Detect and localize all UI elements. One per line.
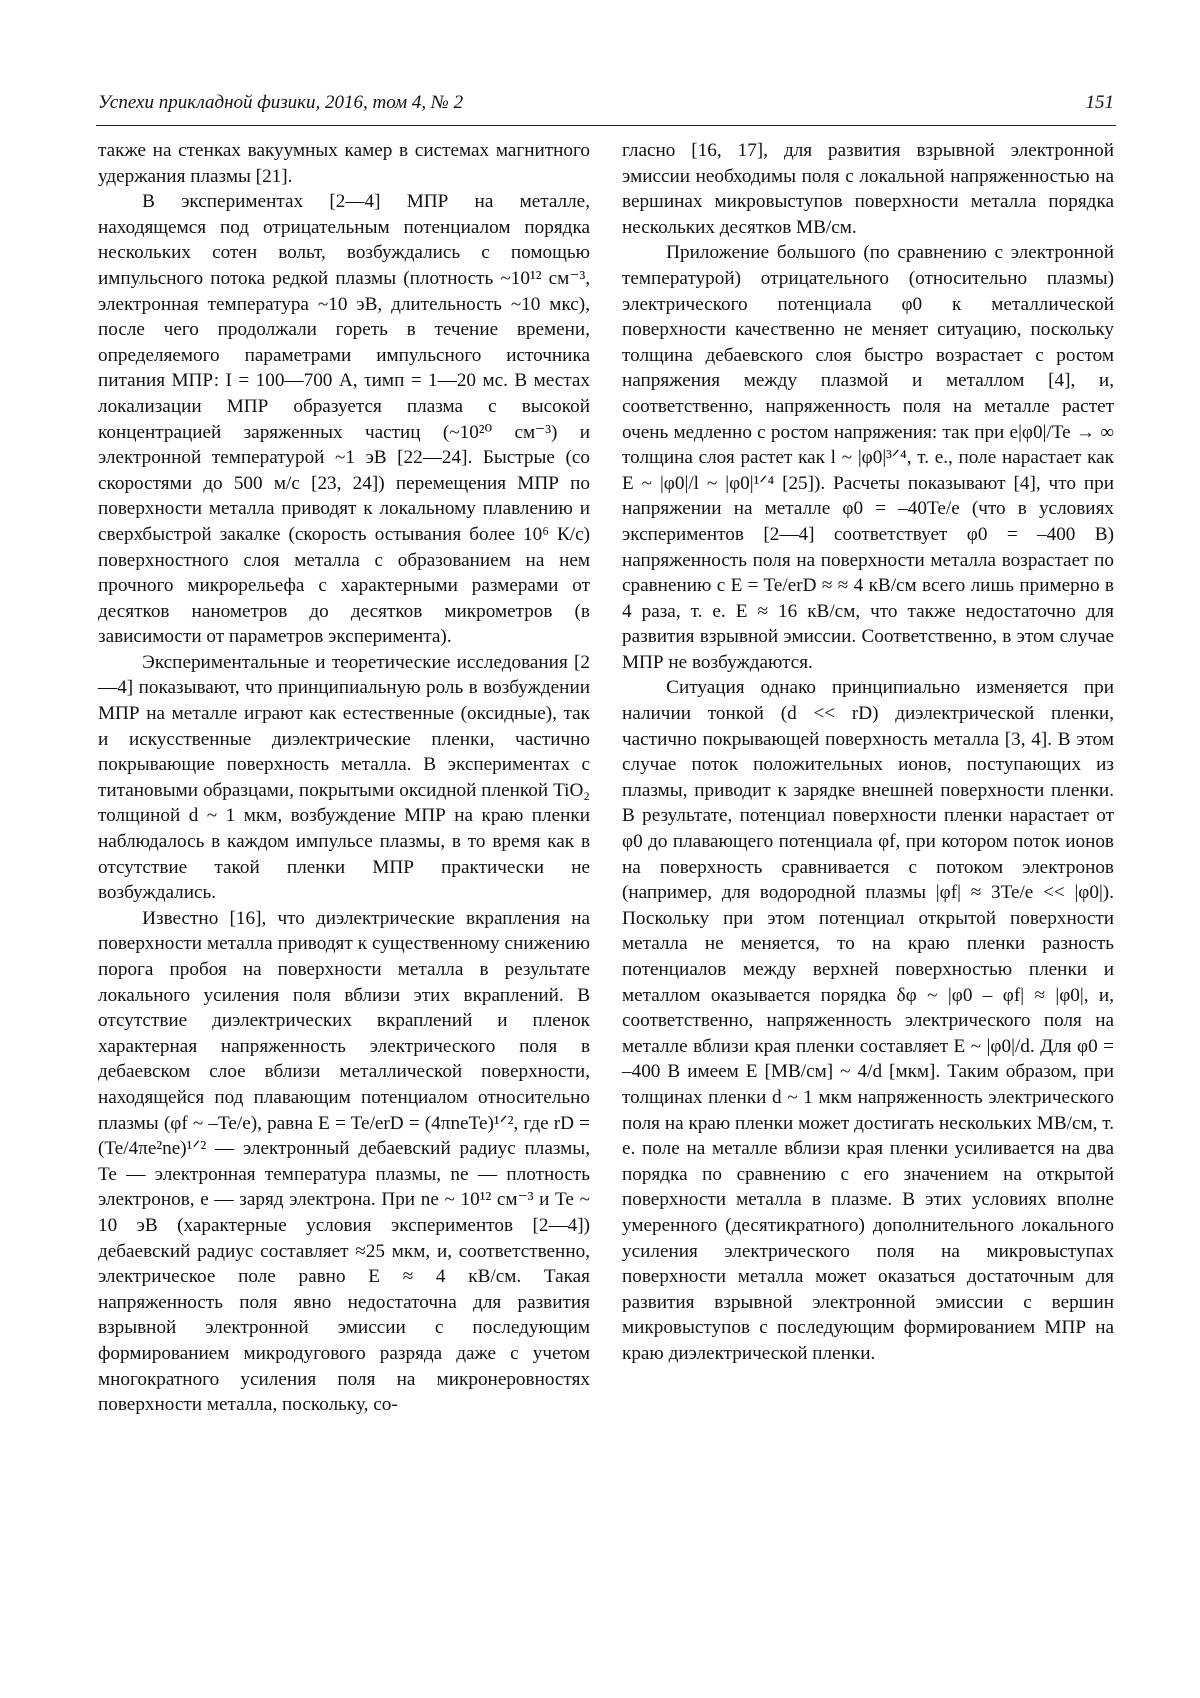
paragraph: В экспериментах [2—4] МПР на металле, находящемся под отрицательным потенциалом порядка нескольких сотен вольт, возбуждались с помощью импульсного потока редкой плазмы (плотность ~10¹² см⁻³, электронная температура ~10 эВ, длительность ~10 мкс), после чего продолжали гореть в течение времени, определяемого параметрами импульсного источника питания МПР: I = 100—700 А, τимп = 1—20 мс. В местах локализации МПР образуется плазма с высокой концентрацией заряженных частиц (~10²⁰ см⁻³) и электронной температурой ~1 эВ [22—24]. Быстрые (со скоростями до 500 м/с [23, 24]) перемещения МПР по поверхности металла приводят к локальному плавлению и сверхбыстрой закалке (скорость остывания более 10⁶ К/с) поверхностного слоя металла с образованием на нем прочного микрорельефа с характерными размерами от десятков нанометров до десятков микрометров (в зависимости от параметров эксперимента). xyxy=(98,191,590,648)
header-rule xyxy=(96,125,1116,126)
paragraph: Известно [16], что диэлектрические вкрапления на поверхности металла приводят к существенному снижению порога пробоя на поверхности металла в результате локального усиления поля вблизи этих вкраплений. В отсутствие диэлектрических вкраплений и пленок характерная напряженность электрического поля в дебаевском слое вблизи металлической поверхности, находящейся под плавающим потенциалом относительно плазмы (φf ~ –Te/e), равна E = Te/erD = (4πneTe)¹ᐟ², где rD = (Te/4πe²ne)¹ᐟ² — электронный дебаевский радиус плазмы, Te — электронная температура плазмы, ne — плотность электронов, e — заряд электрона. При ne ~ 10¹² см⁻³ и Te ~ 10 эВ (характерные условия экспериментов [2—4]) дебаевский радиус составляет ≈25 мкм, и, соответственно, электрическое поле равно E ≈ 4 кВ/см. Такая напряженность поля явно недостаточна для развития взрывной электронной эмиссии с последующим формированием микродугового разряда даже с учетом многократного усиления поля на микронеровностях поверхности металла, поскольку, со- xyxy=(98,907,590,1416)
page-number: 151 xyxy=(1085,92,1114,113)
paragraph: гласно [16, 17], для развития взрывной электронной эмиссии необходимы поля с локальной напряженностью на вершинах микровыступов поверхности металла порядка нескольких десятков МВ/см. xyxy=(622,140,1114,238)
left-column xyxy=(98,138,590,1418)
running-header xyxy=(98,92,1114,114)
paragraph: также на стенках вакуумных камер в системах магнитного удержания плазмы [21]. xyxy=(98,140,590,187)
paragraph: Ситуация однако принципиально изменяется при наличии тонкой (d << rD) диэлектрической пленки, частично покрывающей поверхность металла [3, 4]. В этом случае поток положительных ионов, поступающих из плазмы, приводит к зарядке внешней поверхности пленки. В результате, потенциал поверхности пленки нарастает от φ0 до плавающего потенциала φf, при котором поток ионов на поверхность сравнивается с потоком электронов (например, для водородной плазмы |φf| ≈ 3Te/e << |φ0|). Поскольку при этом потенциал открытой поверхности металла не меняется, то на краю пленки разность потенциалов между верхней поверхностью пленки и металлом оказывается порядка δφ ~ |φ0 – φf| ≈ |φ0|, и, соответственно, напряженность электрического поля на металле вблизи края пленки составляет E ~ |φ0|/d. Для φ0 = –400 В имеем E [МВ/см] ~ 4/d [мкм]. Таким образом, при толщинах пленки d ~ 1 мкм напряженность электрического поля на краю пленки может достигать нескольких МВ/см, т. е. поле на металле вблизи края пленки усиливается на два порядка по сравнению с его значением на открытой поверхности металла в плазме. В этих условиях вполне умеренного (десятикратного) дополнительного локального усиления электрического поля на микровыступах поверхности металла может оказаться достаточным для развития взрывной электронной эмиссии с вершин микровыступов с последующим формированием МПР на краю диэлектрической пленки. xyxy=(622,677,1114,1364)
paragraph: Приложение большого (по сравнению с электронной температурой) отрицательного (относительно плазмы) электрического потенциала φ0 к металлической поверхности качественно не меняет ситуацию, поскольку толщина дебаевского слоя быстро возрастает с ростом напряжения между плазмой и металлом [4], и, соответственно, напряженность поля на металле растет очень медленно с ростом напряжения: так при e|φ0|/Te → ∞ толщина слоя растет как l ~ |φ0|³ᐟ⁴, т. е., поле нарастает как E ~ |φ0|/l ~ |φ0|¹ᐟ⁴ [25]). Расчеты показывают [4], что при напряжении на металле φ0 = –40Te/e (что в условиях экспериментов [2—4] соответствует φ0 = –400 В) напряженность поля на поверхности металла возрастает по сравнению с E = Te/erD ≈ ≈ 4 кВ/см всего лишь примерно в 4 раза, т. е. E ≈ 16 кВ/см, что также недостаточно для развития взрывной эмиссии. Соответственно, в этом случае МПР не возбуждаются. xyxy=(622,242,1114,673)
right-column xyxy=(622,138,1114,1367)
journal-citation: Успехи прикладной физики, 2016, том 4, № 2 xyxy=(98,92,464,113)
paragraph: Экспериментальные и теоретические исследования [2—4] показывают, что принципиальную роль в возбуждении МПР на металле играют как естественные (оксидные), так и искусственные диэлектрические пленки, частично покрывающие поверхность металла. В экспериментах с титановыми образцами, покрытыми оксидной пленкой TiO₂ толщиной d ~ 1 мкм, возбуждение МПР на краю пленки наблюдалось в каждом импульсе плазмы, в то время как в отсутствие такой пленки МПР практически не возбуждались. xyxy=(98,651,590,904)
